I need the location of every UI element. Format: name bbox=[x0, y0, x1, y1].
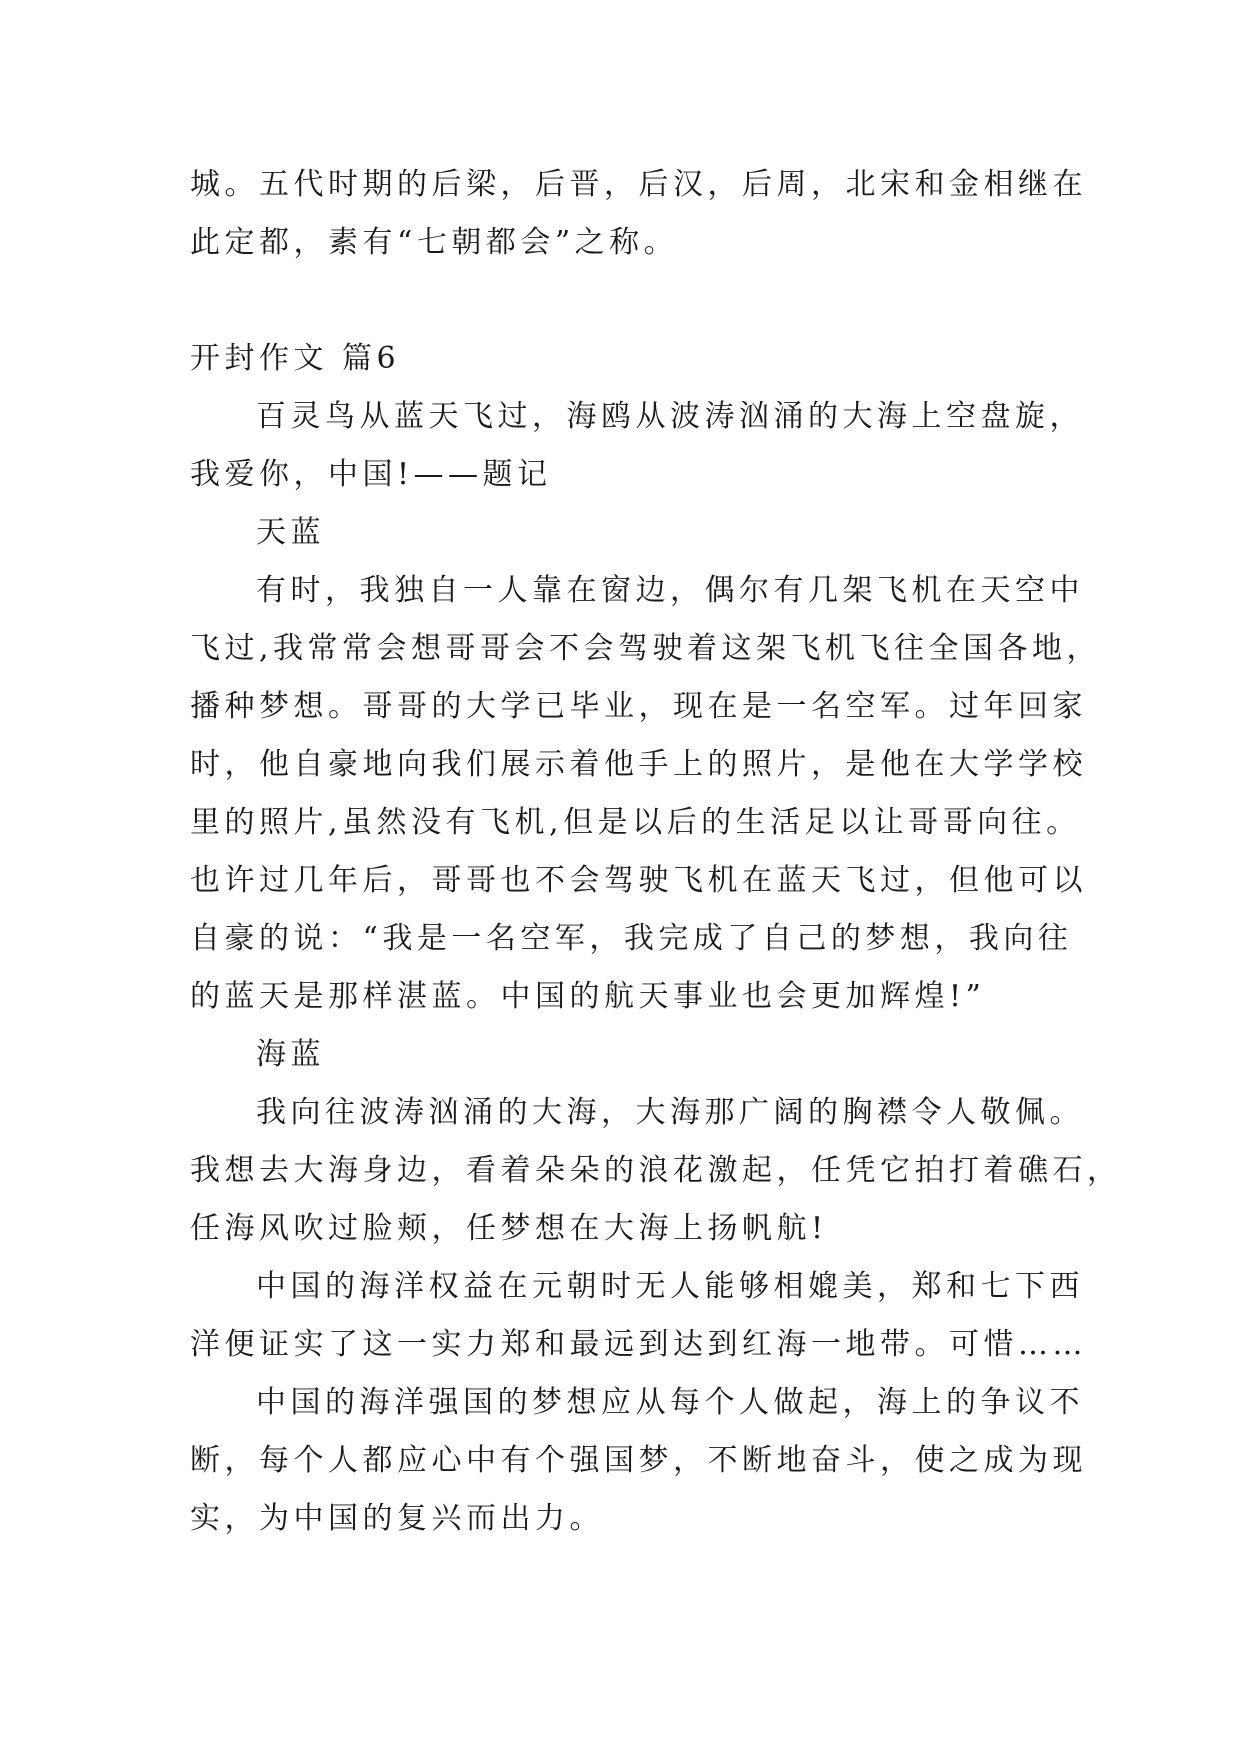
text-line: 洋便证实了这一实力郑和最远到达到红海一地带。可惜…… bbox=[190, 1327, 1087, 1362]
text-line: 里的照片,虽然没有飞机,但是以后的生活足以让哥哥向往。 bbox=[190, 805, 1081, 840]
text-line: 我想去大海身边，看着朵朵的浪花激起，任凭它拍打着礁石， bbox=[190, 1153, 1122, 1188]
text-line: 断，每个人都应心中有个强国梦，不断地奋斗，使之成为现 bbox=[190, 1443, 1087, 1478]
text-line: 实，为中国的复兴而出力。 bbox=[190, 1501, 604, 1536]
section-heading: 开封作文 篇6 bbox=[190, 341, 401, 376]
text-line: 城。五代时期的后梁，后晋，后汉，后周，北宋和金相继在 bbox=[190, 167, 1087, 202]
text-line: 此定都，素有“七朝都会”之称。 bbox=[190, 225, 679, 260]
paragraph-start-line: 百灵鸟从蓝天飞过，海鸥从波涛汹涌的大海上空盘旋， bbox=[256, 399, 1084, 434]
text-line: 飞过,我常常会想哥哥会不会驾驶着这架飞机飞往全国各地， bbox=[190, 631, 1102, 666]
text-line: 播种梦想。哥哥的大学已毕业，现在是一名空军。过年回家 bbox=[190, 689, 1087, 724]
paragraph-start-line: 我向往波涛汹涌的大海，大海那广阔的胸襟令人敬佩。 bbox=[256, 1095, 1084, 1130]
paragraph-start-line: 中国的海洋强国的梦想应从每个人做起，海上的争议不 bbox=[256, 1385, 1084, 1420]
text-line: 我爱你，中国!——题记 bbox=[190, 457, 552, 492]
text-line: 时，他自豪地向我们展示着他手上的照片，是他在大学学校 bbox=[190, 747, 1087, 782]
text-line: 的蓝天是那样湛蓝。中国的航天事业也会更加辉煌!” bbox=[190, 979, 986, 1014]
paragraph-start-line: 中国的海洋权益在元朝时无人能够相媲美，郑和七下西 bbox=[256, 1269, 1084, 1304]
subheading-tianlan: 天蓝 bbox=[256, 515, 325, 550]
subheading-hailan: 海蓝 bbox=[256, 1037, 325, 1072]
text-line: 自豪的说：“我是一名空军，我完成了自己的梦想，我向往 bbox=[190, 921, 1073, 956]
text-line: 也许过几年后，哥哥也不会驾驶飞机在蓝天飞过，但他可以 bbox=[190, 863, 1087, 898]
paragraph-start-line: 有时，我独自一人靠在窗边，偶尔有几架飞机在天空中 bbox=[256, 573, 1084, 608]
text-line: 任海风吹过脸颊，任梦想在大海上扬帆航! bbox=[190, 1211, 828, 1246]
